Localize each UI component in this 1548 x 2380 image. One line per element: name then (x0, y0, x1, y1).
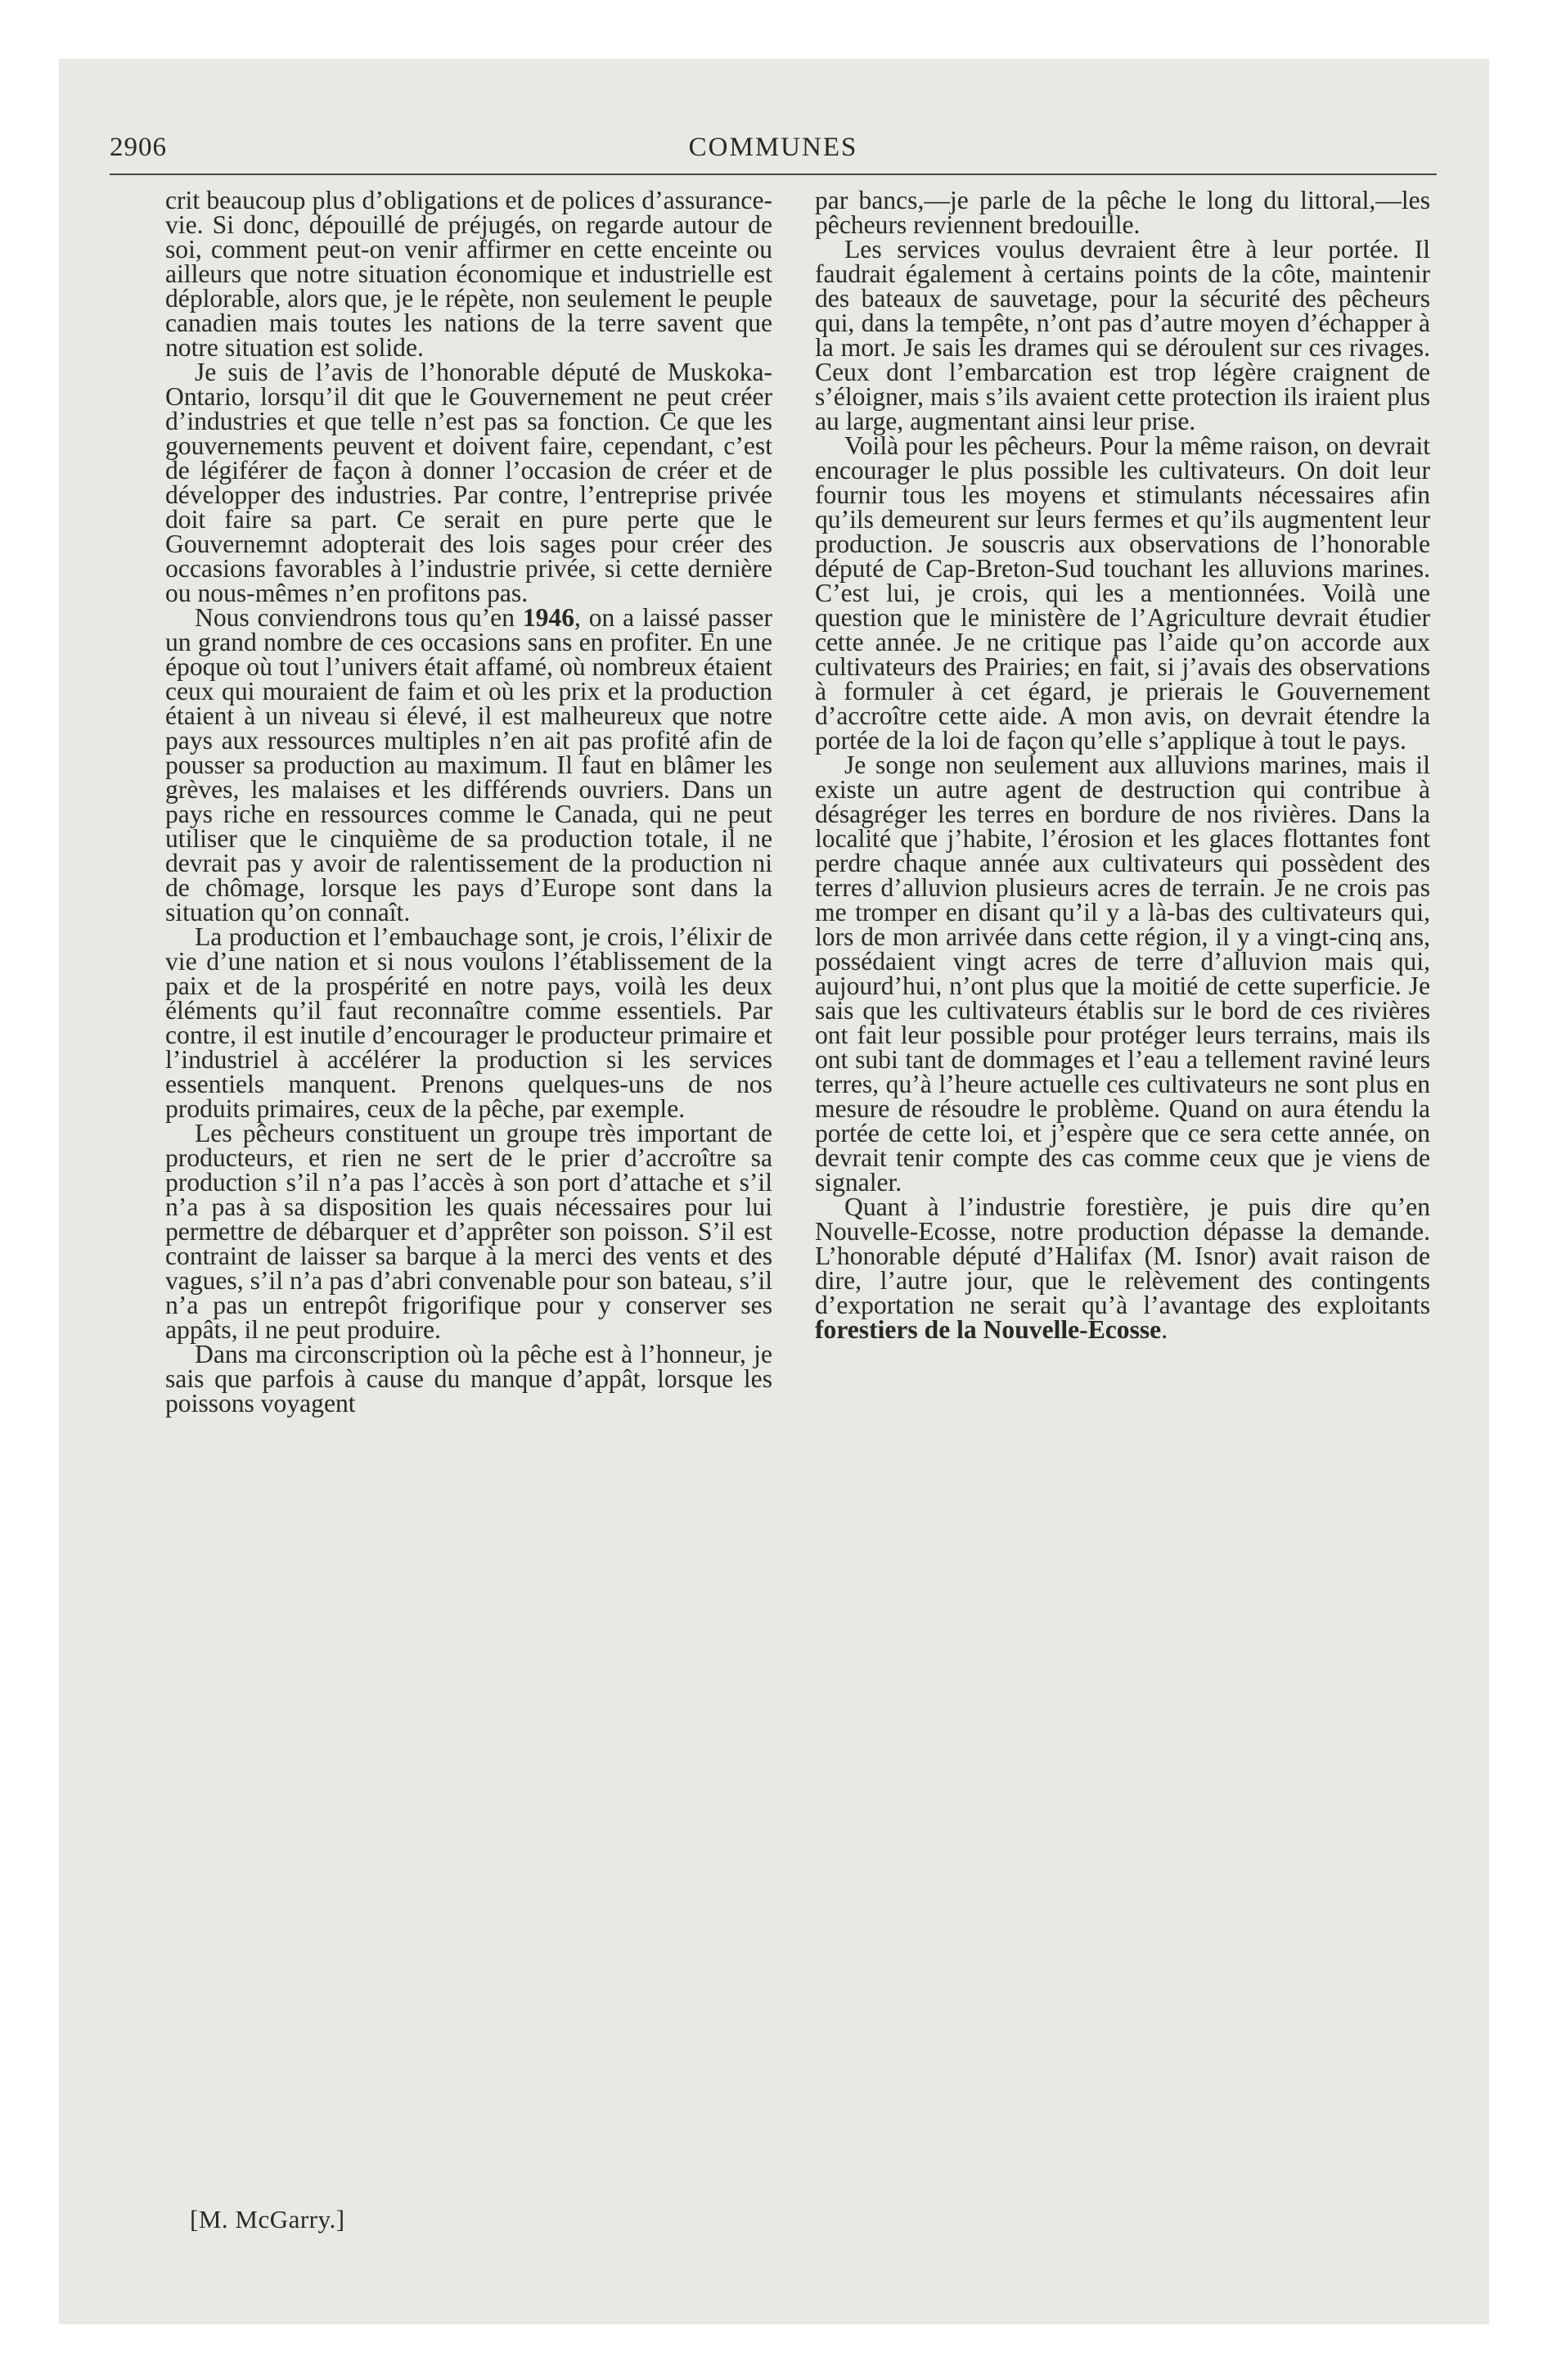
paragraph: crit beaucoup plus d’obligations et de polices d’assurance-vie. Si donc, dépouillé de préjugés, on regarde autour de soi, comment peut-on venir affirmer en cette enceinte ou ailleurs que notre situation économique et industrielle est déplorable, alors que, je le répète, non seulement le peuple canadien mais toutes les nations de la terre savent que notre situation est solide. (165, 186, 772, 362)
paragraph-text: Quant à l’industrie forestière, je puis dire qu’en Nouvelle-Ecosse, notre production dépasse la demande. L’honorable député d’Halifax (M. Isnor) avait raison de dire, l’autre jour, que le relèvement des contingents d’exportation ne serait qu’à l’avantage des exploitants (815, 1192, 1430, 1319)
paragraph: Dans ma circonscription où la pêche est à l’honneur, je sais que parfois à cause du manque d’appât, lorsque les poissons voyagent (165, 1340, 772, 1418)
header-rule (110, 174, 1437, 175)
paragraph: La production et l’embauchage sont, je crois, l’élixir de vie d’une nation et si nous voulons l’établissement de la paix et de la prospérité en notre pays, voilà les deux éléments qu’il faut reconnaître comme essentiels. Par contre, il est inutile d’encourager le producteur primaire et l’industriel à accélérer la production si les services essentiels manquent. Prenons quelques-uns de nos produits primaires, ceux de la pêche, par exemple. (165, 922, 772, 1123)
paragraph-text: , on a laissé passer un grand nombre de ces occasions sans en profiter. En une époque où tout l’univers était affamé, où nombreux étaient ceux qui mouraient de faim et où les prix et la production étaient à un niveau si élevé, il est malheureux que notre pays aux ressources multiples n’en ait pas profité afin de pousser sa production au maximum. Il faut en blâmer les grèves, les malaises et les différends ouvriers. Dans un pays riche en ressources comme le Canada, qui ne peut utiliser que le cinquième de sa production totale, il ne devrait pas y avoir de ralentissement de la production ni de chômage, lorsque les pays d’Europe sont dans la situation qu’on connaît. (165, 603, 772, 926)
left-column (165, 188, 772, 1416)
paragraph-text: Je suis de l’avis de l’honorable député de Muskoka-Ontario, lorsqu’il dit que le Gouvernement ne peut créer d’industries et que telle n’est pas sa fonction. Ce que les gouvernements peuvent et doivent faire, cependant, c’est de légiférer de façon à donner l’occasion de créer et de développer des industries. Par contre, l’entreprise privée doit faire sa part. Ce serait en pure perte que le Gouvernemnt adopterait des lois sages pour créer des occasions favorables à l’industrie privée, si cette dernière ou nous-mêmes n’en profitons pas. (165, 358, 772, 607)
bold-phrase: forestiers de la Nouvelle-Ecosse (815, 1315, 1162, 1344)
paragraph (815, 1192, 1430, 1344)
paragraph: Les services voulus devraient être à leur portée. Il faudrait également à certains points de la côte, maintenir des bateaux de sauvetage, pour la sécurité des pêcheurs qui, dans la tempête, n’ont pas d’autre moyen d’échapper à la mort. Je sais les drames qui se déroulent sur ces rivages. Ceux dont l’embarcation est trop légère craignent de s’éloigner, mais s’ils avaient cette protection ils iraient plus au large, augmentant ainsi leur prise. (815, 235, 1430, 435)
paragraph: Je songe non seulement aux alluvions marines, mais il existe un autre agent de destruction qui contribue à désagréger les terres en bordure de nos rivières. Dans la localité que j’habite, l’érosion et les glaces flottantes font perdre chaque année aux cultivateurs qui possèdent des terres d’alluvion plusieurs acres de terrain. Je ne crois pas me tromper en disant qu’il y a là-bas des cultivateurs qui, lors de mon arrivée dans cette région, il y a vingt-cinq ans, possédaient vingt acres de terre d’alluvion mais qui, aujourd’hui, n’ont plus que la moitié de cette superficie. Je sais que les cultivateurs établis sur le bord de ces rivières ont fait leur possible pour protéger leurs terrains, mais ils ont subi tant de dommages et l’eau a tellement raviné leurs terres, qu’à l’heure actuelle ces cultivateurs ne sont plus en mesure de résoudre le problème. Quand on aura étendu la portée de cette loi, et j’espère que ce sera cette année, on devrait tenir compte des cas comme ceux que je viens de signaler. (815, 751, 1430, 1197)
paragraph (165, 360, 772, 606)
paragraph-text: . (1161, 1315, 1168, 1344)
speaker-reference: [M. McGarry.] (190, 2205, 345, 2234)
paragraph: par bancs,—je parle de la pêche le long du littoral,—les pêcheurs reviennent bredouille. (815, 186, 1430, 239)
year-bold: 1946 (522, 603, 575, 632)
running-title: COMMUNES (688, 133, 858, 162)
right-column (815, 188, 1430, 1342)
paragraph: Voilà pour les pêcheurs. Pour la même raison, on devrait encourager le plus possible les cultivateurs. On doit leur fournir tous les moyens et stimulants nécessaires afin qu’ils demeurent sur leurs fermes et qu’ils augmentent leur production. Je souscris aux observations de l’honorable député de Cap-Breton-Sud touchant les alluvions marines. C’est lui, je crois, qui les a mentionnées. Voilà une question que le ministère de l’Agriculture devrait étudier cette année. Je ne critique pas l’aide qu’on accorde aux cultivateurs des Prairies; en fait, si j’avais des observations à formuler à cet égard, je prierais le Gouvernement d’accroître cette aide. A mon avis, on devrait étendre la portée de la loi de façon qu’elle s’applique à tout le pays. (815, 431, 1430, 755)
paragraph (165, 603, 772, 926)
paragraph-text: Nous conviendrons tous qu’en (195, 603, 523, 632)
page-number: 2906 (110, 133, 167, 162)
paragraph: Les pêcheurs constituent un groupe très important de producteurs, et rien ne sert de le prier d’accroître sa production s’il n’a pas l’accès à son port d’attache et s’il n’a pas à sa disposition les quais nécessaires pour lui permettre de débarquer et d’apprêter son poisson. S’il est contraint de laisser sa barque à la merci des vents et des vagues, s’il n’a pas d’abri convenable pour son bateau, s’il n’a pas un entrepôt frigorifique pour y conserver ses appâts, il ne peut produire. (165, 1119, 772, 1344)
page-header (110, 133, 1437, 170)
